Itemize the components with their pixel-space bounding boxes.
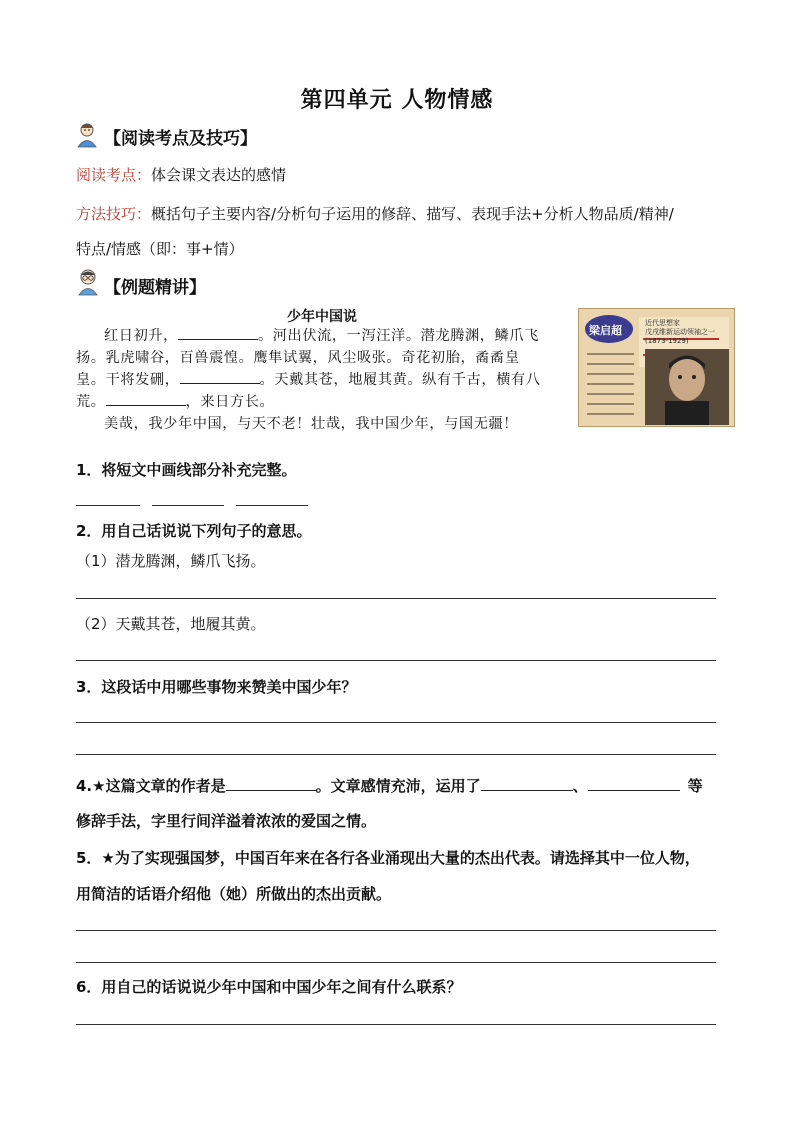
portrait-caption: 梁启超 [589, 324, 622, 337]
question-4-line-2: 修辞手法，字里行间洋溢着浓浓的爱国之情。 [76, 812, 377, 830]
passage-blank-3[interactable] [106, 391, 186, 406]
student-avatar-icon [76, 268, 100, 296]
q2-1-answer-line[interactable] [76, 598, 716, 599]
teacher-avatar-icon [76, 122, 98, 148]
question-2-1: （1）潜龙腾渊，鳞爪飞扬。 [76, 552, 266, 570]
jiqiao-line [76, 203, 726, 224]
question-6: 6．用自己的话说说少年中国和中国少年之间有什么联系？ [76, 978, 462, 996]
author-portrait-image [578, 308, 735, 427]
jiqiao-text-2: 特点/情感（即：事+情） [76, 240, 244, 258]
q3-answer-line-1[interactable] [76, 722, 716, 723]
q4-blank-device-2[interactable] [588, 776, 680, 791]
passage-line-5: 美哉，我少年中国，与天不老！壮哉，我中国少年，与国无疆！ [104, 416, 519, 432]
passage-line-1: 红日初升， 。河出伏流，一泻汪洋。潜龙腾渊，鳞爪飞 [76, 325, 576, 347]
passage-blank-2[interactable] [180, 369, 260, 384]
q3-answer-line-2[interactable] [76, 754, 716, 755]
passage-line-3: 皇。干将发硎， 。天戴其苍，地履其黄。纵有千古，横有八 [76, 369, 576, 391]
jiqiao-text-1: 概括句子主要内容/分析句子运用的修辞、描写、表现手法+分析人物品质/精神/ [151, 205, 674, 223]
q2-2-answer-line[interactable] [76, 660, 716, 661]
passage-line-4: 荒。 ，来日方长。 [76, 391, 576, 413]
page-title: 第四单元 人物情感 [300, 88, 494, 113]
question-2: 2．用自己话说说下列句子的意思。 [76, 522, 312, 540]
question-3: 3．这段话中用哪些事物来赞美中国少年？ [76, 678, 357, 696]
passage-title: 少年中国说 [287, 309, 357, 325]
q1-answer-blank-2[interactable] [152, 505, 224, 506]
q5-answer-line-1[interactable] [76, 930, 716, 931]
passage-blank-1[interactable] [178, 325, 258, 340]
kaodian-line [76, 164, 286, 185]
question-5-line-1: 5．★为了实现强国梦，中国百年来在各行各业涌现出大量的杰出代表。请选择其中一位人物， [76, 849, 700, 867]
q4-blank-author[interactable] [226, 776, 316, 791]
q6-answer-line[interactable] [76, 1024, 716, 1025]
question-1: 1．将短文中画线部分补充完整。 [76, 461, 297, 479]
q5-answer-line-2[interactable] [76, 962, 716, 963]
question-5-line-2: 用简洁的话语介绍他（她）所做出的杰出贡献。 [76, 885, 392, 903]
kaodian-text: 体会课文表达的感情 [151, 166, 287, 184]
jiqiao-label: 方法技巧： [76, 205, 152, 223]
q1-answer-blank-3[interactable] [236, 505, 308, 506]
section-heading-examples: 【例题精讲】 [104, 278, 206, 298]
q4-blank-device-1[interactable] [481, 776, 573, 791]
passage-line-2: 扬。乳虎啸谷，百兽震惶。鹰隼试翼，风尘吸张。奇花初胎，矞矞皇 [76, 350, 520, 366]
portrait-notes: 近代思想家 戊戌维新运动领袖之一 (1873-1929) [645, 319, 715, 345]
question-2-2: （2）天戴其苍，地履其黄。 [76, 615, 266, 633]
passage-body [76, 325, 576, 435]
kaodian-label: 阅读考点： [76, 166, 152, 184]
question-4-line-1: 4.★这篇文章的作者是 。文章感情充沛，运用了 、 等 [76, 777, 703, 795]
q1-answer-blank-1[interactable] [76, 505, 140, 506]
section-heading-reading: 【阅读考点及技巧】 [104, 129, 257, 149]
